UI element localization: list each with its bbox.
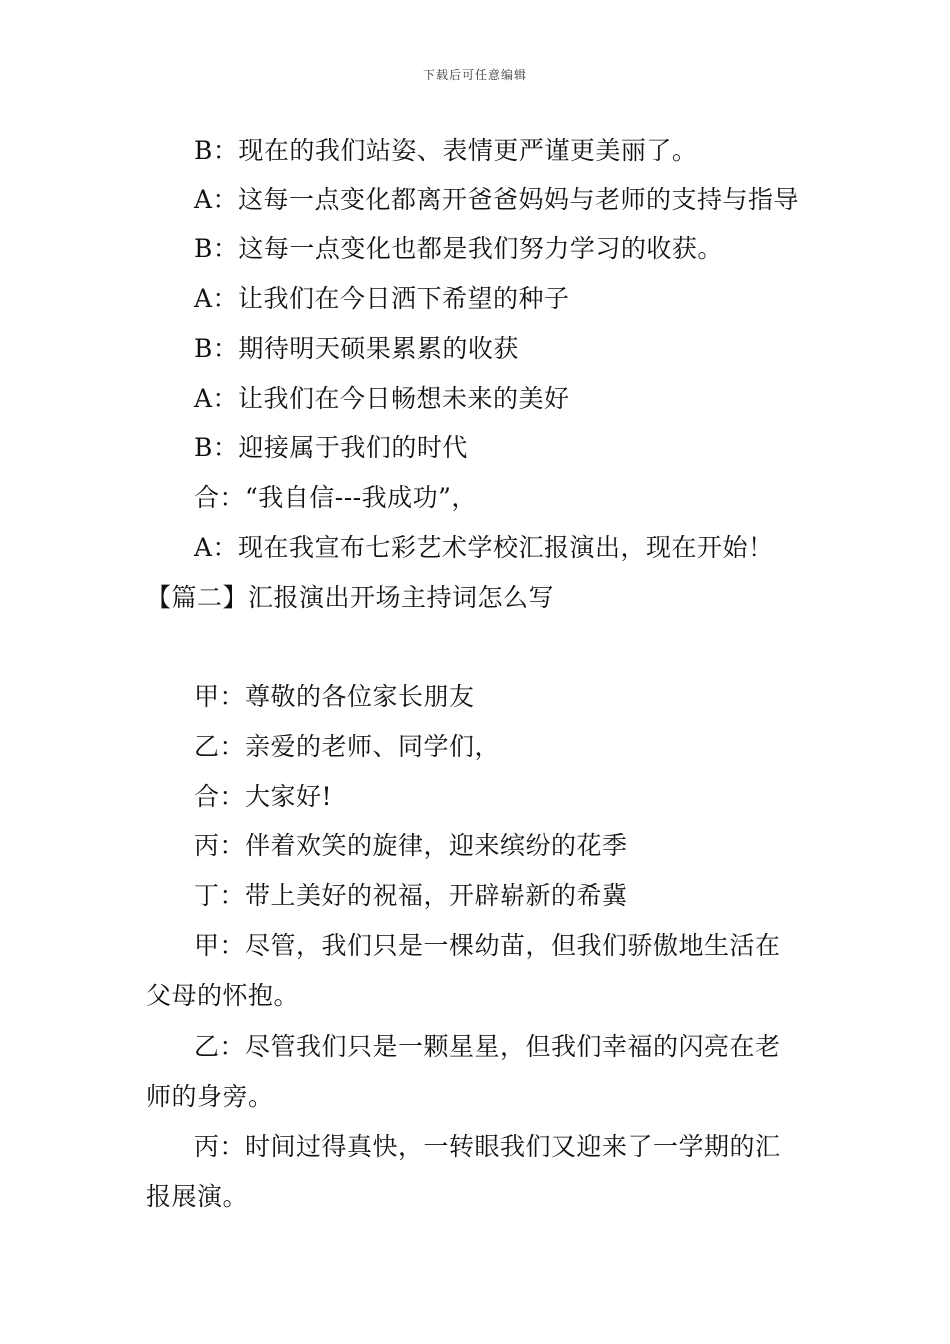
dialogue-line: 丁：带上美好的祝福，开辟崭新的希冀 [194, 881, 628, 910]
dialogue-line: 合：大家好! [194, 782, 333, 811]
dialogue-line: A：现在我宣布七彩艺术学校汇报演出，现在开始！ [194, 533, 774, 562]
dialogue-line-continuation: 父母的怀抱。 [146, 981, 300, 1010]
dialogue-line: 乙：亲爱的老师、同学们， [194, 732, 501, 761]
dialogue-line: A：让我们在今日畅想未来的美好 [194, 384, 570, 413]
dialogue-line: B：期待明天硕果累累的收获 [194, 334, 519, 363]
dialogue-line-continuation: 报展演。 [146, 1182, 249, 1211]
dialogue-line: 丙：伴着欢笑的旋律，迎来缤纷的花季 [194, 831, 628, 860]
dialogue-line: 甲：尊敬的各位家长朋友 [194, 682, 475, 711]
dialogue-line: B：这每一点变化也都是我们努力学习的收获。 [194, 234, 723, 263]
dialogue-line-continuation: 师的身旁。 [146, 1082, 274, 1111]
dialogue-line: 甲：尽管，我们只是一棵幼苗，但我们骄傲地生活在 [194, 931, 781, 960]
dialogue-line: 丙：时间过得真快，一转眼我们又迎来了一学期的汇 [194, 1132, 781, 1161]
dialogue-line: A：这每一点变化都离开爸爸妈妈与老师的支持与指导 [194, 185, 800, 214]
section-heading: 【篇二】汇报演出开场主持词怎么写 [146, 583, 555, 612]
dialogue-line: B：迎接属于我们的时代 [194, 433, 468, 462]
page-header-note: 下载后可任意编辑 [422, 68, 527, 82]
dialogue-line: B：现在的我们站姿、表情更严谨更美丽了。 [194, 136, 698, 165]
dialogue-line: 乙：尽管我们只是一颗星星，但我们幸福的闪亮在老 [194, 1032, 781, 1061]
dialogue-line: 合：“我自信---我成功”， [194, 483, 477, 512]
dialogue-line: A：让我们在今日洒下希望的种子 [194, 284, 570, 313]
